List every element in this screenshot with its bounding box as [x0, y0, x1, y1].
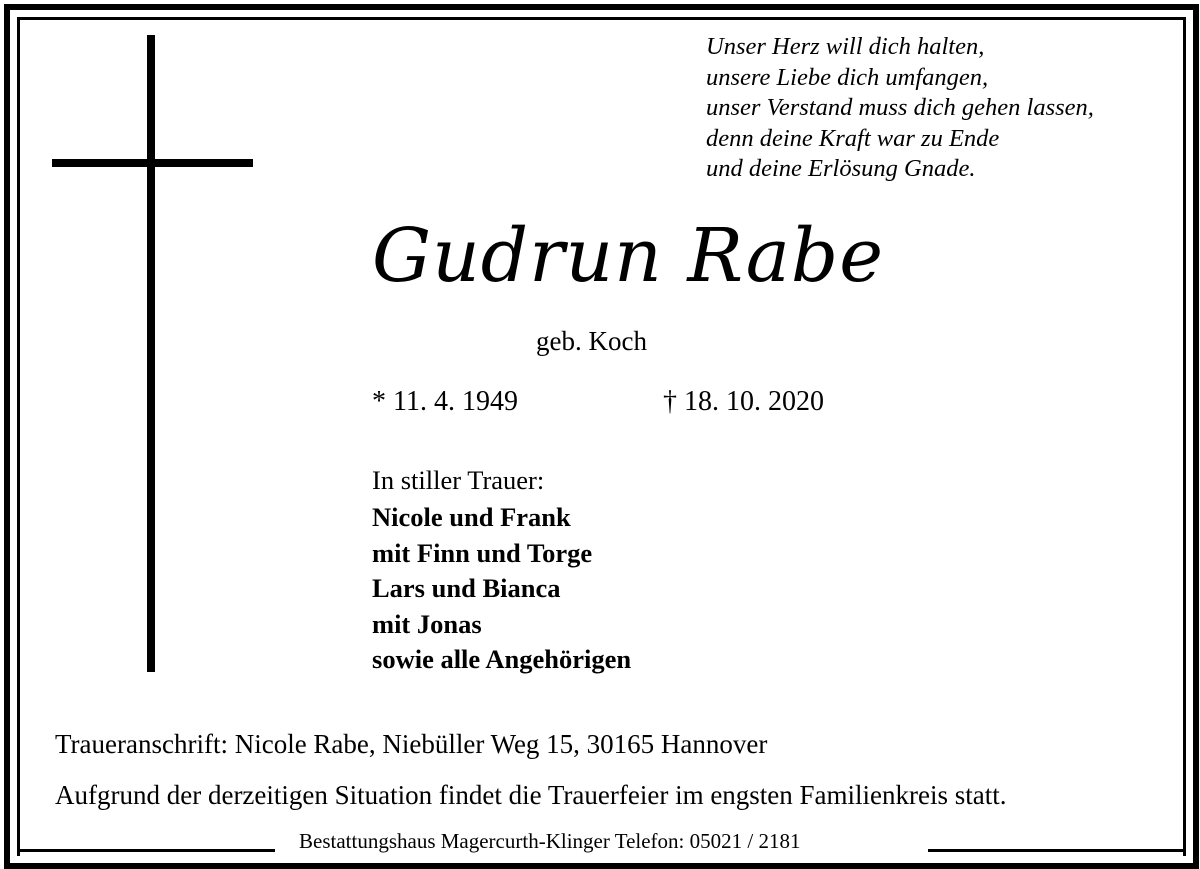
mourning-label: In stiller Trauer:	[372, 465, 545, 495]
poem-line: unsere Liebe dich umfangen,	[706, 63, 989, 91]
footer-rule-right	[928, 849, 1183, 852]
funeral-home-footer: Bestattungshaus Magercurth-Klinger Telefon: 05021 / 2181	[299, 829, 801, 853]
funeral-notice: Aufgrund der derzeitigen Situation findet die Trauerfeier im engsten Familienkreis statt.	[55, 780, 1007, 810]
mourner-line: mit Finn und Torge	[372, 537, 593, 568]
poem-line: denn deine Kraft war zu Ende	[706, 124, 1000, 152]
cross-icon-vertical-bar	[147, 35, 155, 672]
poem	[706, 32, 1094, 185]
mourner-line: Nicole und Frank	[372, 502, 571, 532]
poem-line: Unser Herz will dich halten,	[706, 33, 985, 60]
death-date: † 18. 10. 2020	[663, 386, 824, 417]
cross-icon-horizontal-bar	[52, 159, 253, 167]
maiden-name: geb. Koch	[536, 326, 647, 356]
poem-line: unser Verstand muss dich gehen lassen,	[706, 94, 1094, 121]
mourners-list	[372, 500, 631, 678]
mourner-line: sowie alle Angehörigen	[372, 644, 632, 674]
mourner-line: Lars und Bianca	[372, 573, 561, 603]
mourner-line: mit Jonas	[372, 608, 482, 639]
mourning-address: Traueranschrift: Nicole Rabe, Niebüller Weg 15, 30165 Hannover	[55, 729, 768, 759]
birth-date: * 11. 4. 1949	[372, 386, 518, 417]
poem-line: und deine Erlösung Gnade.	[706, 155, 976, 182]
footer-rule-left	[17, 849, 275, 852]
deceased-name: Gudrun Rabe	[372, 213, 885, 299]
